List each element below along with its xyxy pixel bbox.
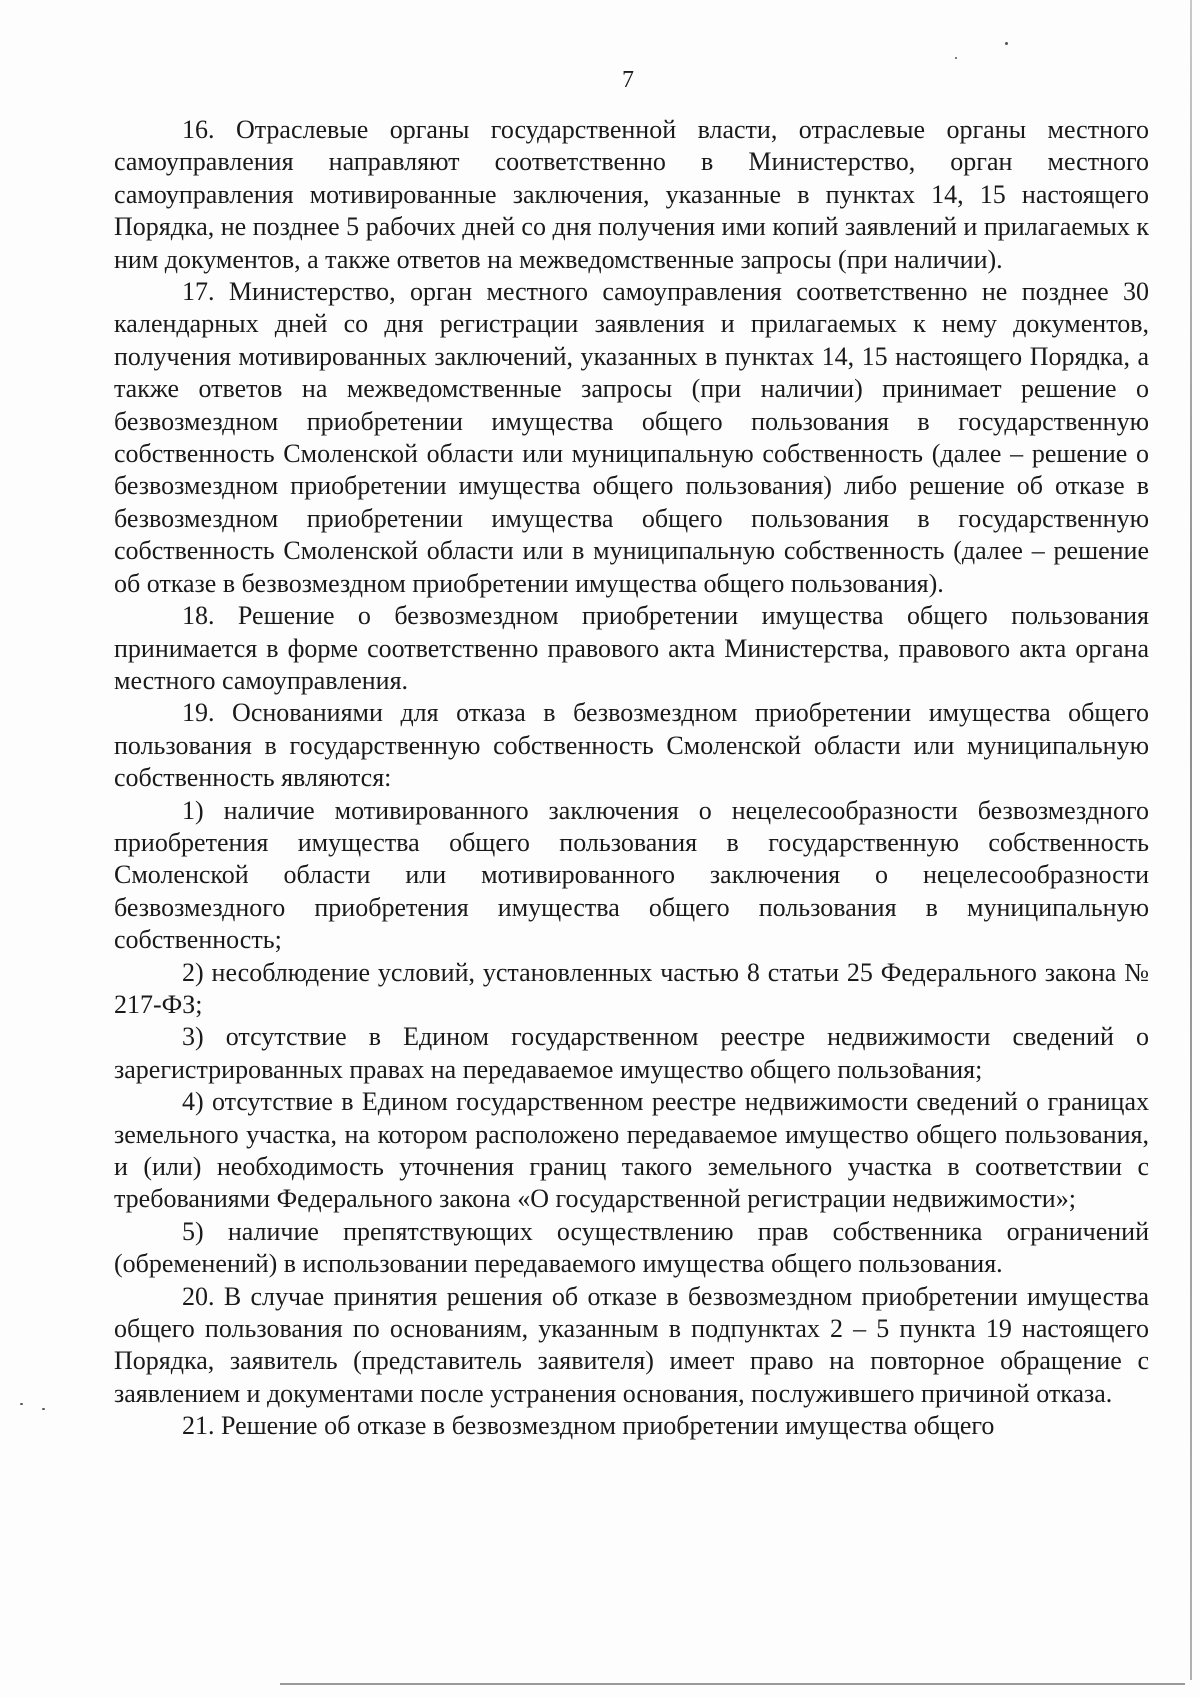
scan-edge-right [1190, 0, 1192, 1680]
list-item-19-1: 1) наличие мотивированного заключения о нецелесообразности безвозмездного приобретения имущества общего пользования в государственную собственность Смоленской области или мотивированного заключения о нецелесообразности безвозмездного приобретения имущества общего пользования в муниципальную собственность; [114, 795, 1149, 955]
list-item-19-5: 5) наличие препятствующих осуществлению прав собственника ограничений (обременений) в использовании передаваемого имущества общего пользования. [114, 1216, 1149, 1279]
document-body [114, 114, 1149, 1443]
list-item-19-3: 3) отсутствие в Едином государственном реестре недвижимости сведений о зарегистрированных правах на передаваемое имущество общего пользования; [114, 1022, 1149, 1084]
scan-speck [42, 1408, 45, 1410]
scan-edge-bottom [280, 1683, 1185, 1685]
paragraph-18: 18. Решение о безвозмездном приобретении имущества общего пользования принимается в форме соответственно правового акта Министерства, правового акта органа местного самоуправления. [114, 601, 1149, 695]
paragraph-19: 19. Основаниями для отказа в безвозмездном приобретении имущества общего пользования в государственную собственность Смоленской области или муниципальную собственность являются: [114, 698, 1149, 793]
paragraph-17: 17. Министерство, орган местного самоуправления соответственно не позднее 30 календарных дней со дня регистрации заявления и прилагаемых к нему документов, получения мотивированных заключений, указанных в пунктах 14, 15 настоящего Порядка, а также ответов на межведомственные запросы (при наличии) принимает решение о безвозмездном приобретении имущества общего пользования в государственную собственность Смоленской области или муниципальную собственность (далее – решение о безвозмездном приобретении имущества общего пользования) либо решение об отказе в безвозмездном приобретении имущества общего пользования в государственную собственность Смоленской области или в муниципальную собственность (далее – решение об отказе в безвозмездном приобретении имущества общего пользования). [114, 277, 1149, 598]
paragraph-16: 16. Отраслевые органы государственной власти, отраслевые органы местного самоуправления направляют соответственно в Министерство, орган местного самоуправления мотивированные заключения, указанные в пунктах 14, 15 настоящего Порядка, не позднее 5 рабочих дней со дня получения ими копий заявлений и прилагаемых к ним документов, а также ответов на межведомственные запросы (при наличии). [114, 115, 1149, 274]
page-number: 7 [622, 67, 634, 93]
paragraph-20: 20. В случае принятия решения об отказе в безвозмездном приобретении имущества общего пользования по основаниям, указанным в подпунктах 2 – 5 пункта 19 настоящего Порядка, заявитель (представитель заявителя) имеет право на повторное обращение с заявлением и документами после устранения основания, послужившего причиной отказа. [114, 1281, 1149, 1408]
scan-speck [20, 1403, 23, 1405]
list-item-19-4: 4) отсутствие в Едином государственном реестре недвижимости сведений о границах земельного участка, на котором расположено передаваемое имущество общего пользования, и (или) необходимость уточнения границ такого земельного участка в соответствии с требованиями Федерального закона «О государственной регистрации недвижимости»; [114, 1087, 1149, 1214]
paragraph-21: 21. Решение об отказе в безвозмездном приобретении имущества общего [182, 1411, 995, 1441]
list-item-19-2: 2) несоблюдение условий, установленных частью 8 статьи 25 Федерального закона № 217-ФЗ; [114, 957, 1149, 1019]
scan-speck [1005, 42, 1008, 45]
scan-speck [955, 57, 957, 59]
